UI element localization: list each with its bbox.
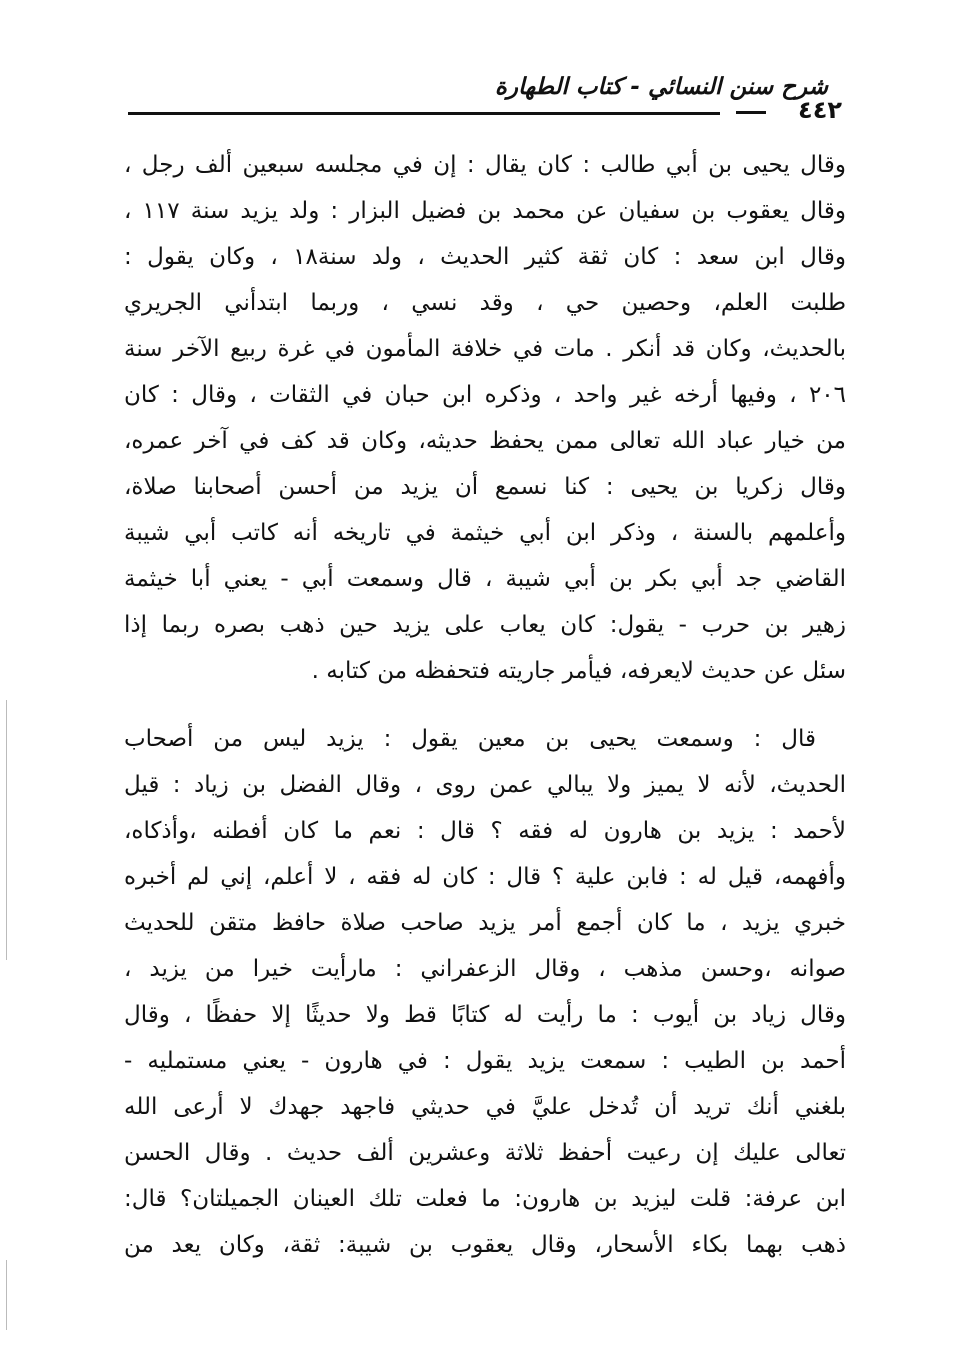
- text-line: وأفهمه، قيل له : فابن علية ؟ قال : كان له فقه ، لا أعلم، إني لم أخبره: [124, 864, 846, 890]
- paragraph-2: [124, 716, 846, 1268]
- text-line: القاضي جد أبي بكر بن أبي شيبة ، قال وسمعت أبي - يعني أبا خيثمة: [124, 566, 846, 592]
- text-line: وأعلمهم بالسنة ، وذكر ابن أبي خيثمة في تاريخه أنه كاتب أبي شيبة: [124, 520, 846, 546]
- paragraph-gap: [124, 694, 846, 716]
- text-line: الحديث، لأنه لا يميز ولا يبالي عمن روى ، وقال الفضل بن زياد : قيل: [124, 772, 846, 798]
- text-line: بالحديث، وكان قد أنكر . مات في خلافة المأمون في غرة ربيع الآخر سنة: [124, 336, 846, 362]
- page-number: ٤٤٢: [798, 96, 842, 124]
- text-line: زهير بن حرب - يقول: كان يعاب على يزيد حين ذهب بصره ربما إذا: [124, 612, 846, 638]
- running-header: [128, 68, 842, 124]
- scan-gutter-mark: [6, 700, 7, 960]
- scan-gutter-mark: [6, 1260, 7, 1330]
- text-line: صوانه ،وحسن مذهب ، وقال الزعفراني : مارأيت خيرا من يزيد ،: [124, 956, 846, 982]
- text-line: خبري يزيد ، ما كان أجمع أمر يزيد صاحب صلاة حافظ متقن للحديث: [124, 910, 846, 936]
- header-rule: [128, 112, 720, 115]
- text-line: وقال ابن سعد : كان ثقة كثير الحديث ، ولد سنة١٨ ، وكان يقول :: [124, 244, 846, 270]
- text-line: سئل عن حديث لايعرفه، فيأمر جاريته فتحفظه من كتابه .: [311, 658, 846, 684]
- text-line: أحمد بن الطيب : سمعت يزيد يقول : في هارون - يعني مستمليه -: [124, 1048, 846, 1074]
- text-line: تعالى عليك إن رعيت أحفظ ثلاثة وعشرين ألف حديث . وقال الحسن: [124, 1140, 846, 1166]
- paragraph-1: [124, 142, 846, 694]
- page-number-dash: [736, 111, 766, 114]
- text-line: قال : وسمعت يحيى بن معين يقول : يزيد ليس من أصحاب: [124, 726, 816, 752]
- text-line: ابن عرفة: قلت ليزيد بن هارون: ما فعلت تلك العينان الجميلتان؟ قال:: [124, 1186, 846, 1212]
- text-line: وقال زياد بن أيوب : ما رأيت له كتابًا قط ولا حديثًا إلا حفظًا ، وقال: [124, 1002, 846, 1028]
- text-line: وقال يعقوب بن سفيان عن محمد بن فضيل البزار : ولد يزيد سنة ١١٧ ،: [124, 198, 846, 224]
- text-line: بلغني أنك تريد أن تُدخل عليَّ في حديثي فاجهد جهدك لا أرعى الله: [124, 1094, 846, 1120]
- text-line: طلبت العلم، وحصين حي ، وقد نسي ، وربما ابتدأني الجريري: [124, 290, 846, 316]
- text-line: وقال زكريا بن يحيى : كنا نسمع أن يزيد من أحسن أصحابنا صلاة،: [124, 474, 846, 500]
- text-line: ٢٠٦ ، وفيها أرخه غير واحد ، وذكره ابن حبان في الثقات ، وقال : كان: [124, 382, 846, 408]
- text-line: ذهب بهما بكاء الأسحار، وقال يعقوب بن شيبة: ثقة، وكان يعد من: [124, 1232, 846, 1258]
- text-line: وقال يحيى بن أبي طالب : كان يقال : إن في مجلسه سبعين ألف رجل ،: [124, 152, 846, 178]
- text-line: لأحمد : يزيد بن هارون له فقه ؟ قال : نعم ما كان أفطنه ،وأذكاه،: [124, 818, 846, 844]
- header-title: شرح سنن النسائي - كتاب الطهارة: [494, 74, 828, 100]
- body-text: [124, 142, 846, 1268]
- text-line: من خيار عباد الله تعالى ممن يحفظ حديثه، وكان قد كف في آخر عمره،: [124, 428, 846, 454]
